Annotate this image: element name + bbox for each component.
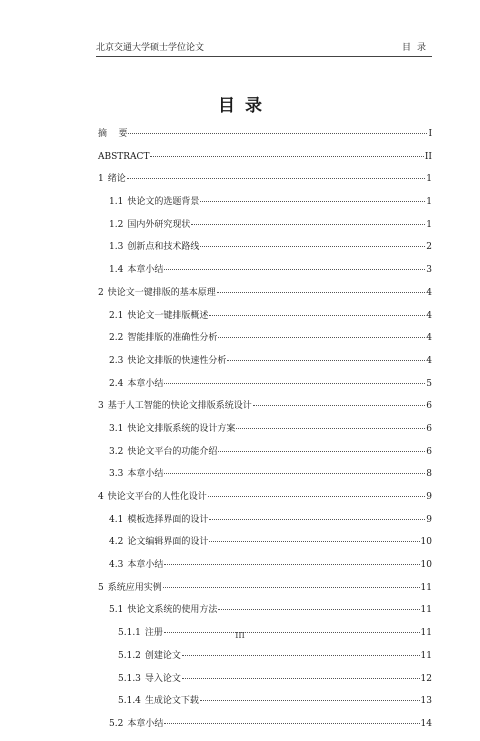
toc-entry-page-number: 14 — [420, 718, 432, 729]
toc-entry-number: 1.3 — [109, 242, 124, 253]
toc-entry-label: 智能排版的准确性分析 — [127, 333, 218, 344]
toc-entry[interactable] — [98, 219, 432, 242]
toc-entry[interactable] — [98, 718, 432, 741]
toc-entry-page-number: 11 — [420, 605, 432, 616]
toc-entry[interactable] — [98, 468, 432, 491]
toc-entry[interactable] — [98, 264, 432, 287]
toc-entry-number: 2.3 — [109, 355, 124, 366]
toc-entry-number: 4.2 — [109, 537, 124, 548]
toc-entry-label: 摘 要 — [98, 129, 128, 139]
toc-entry-page-number: 3 — [426, 265, 432, 276]
toc-entry-page-number: 6 — [426, 446, 432, 457]
toc-entry-page-number: II — [424, 151, 432, 162]
toc-entry-page-number: 1 — [426, 219, 432, 230]
toc-entry-label: 快论文的选题背景 — [127, 197, 200, 208]
toc-entry[interactable] — [98, 332, 432, 355]
toc-entry-number: 2.2 — [109, 333, 124, 344]
toc-entry-label: 绪论 — [107, 174, 126, 185]
toc-entry[interactable] — [98, 196, 432, 219]
toc-entry-label: 基于人工智能的快论文排版系统设计 — [107, 401, 252, 412]
toc-entry-page-number: 10 — [420, 560, 432, 571]
toc-entry-page-number: 9 — [426, 492, 432, 502]
toc-dot-leader — [127, 178, 426, 179]
toc-entry[interactable] — [98, 310, 432, 333]
toc-dot-leader — [200, 246, 425, 247]
header-university-title: 北京交通大学硕士学位论文 — [96, 43, 205, 53]
toc-entry-page-number: 2 — [426, 242, 432, 253]
toc-entry-number: 5.1.3 — [118, 673, 141, 684]
toc-entry[interactable] — [98, 423, 432, 446]
toc-entry-label: 生成论文下载 — [144, 696, 199, 707]
toc-entry-page-number: 4 — [426, 333, 432, 344]
toc-entry-page-number: 11 — [420, 628, 432, 639]
toc-entry-page-number: I — [428, 129, 432, 139]
toc-entry[interactable] — [98, 536, 432, 559]
toc-entry-page-number: 4 — [426, 310, 432, 321]
page-title: 目录 — [218, 96, 272, 116]
toc-entry-number: 5.1 — [109, 605, 124, 616]
toc-dot-leader — [253, 405, 426, 406]
toc-entry[interactable] — [98, 173, 432, 196]
toc-dot-leader — [217, 292, 426, 293]
toc-entry-label: 本章小结 — [127, 378, 164, 389]
toc-entry[interactable] — [98, 650, 432, 673]
toc-entry-label: 本章小结 — [127, 560, 164, 571]
toc-entry[interactable] — [98, 695, 432, 718]
toc-entry-number: 5.1.4 — [118, 696, 141, 707]
toc-entry-label: 快论文系统的使用方法 — [127, 605, 218, 616]
toc-entry[interactable] — [98, 355, 432, 378]
toc-entry[interactable] — [98, 673, 432, 696]
toc-dot-leader — [164, 473, 425, 474]
toc-dot-leader — [182, 678, 420, 679]
toc-entry-number: 5 — [98, 582, 104, 593]
toc-entry-page-number: 12 — [420, 673, 432, 684]
toc-entry-page-number: 6 — [426, 423, 432, 434]
toc-entry-page-number: 11 — [420, 582, 432, 593]
toc-dot-leader — [227, 360, 425, 361]
header-rule — [96, 56, 432, 57]
toc-dot-leader — [200, 201, 425, 202]
toc-dot-leader — [150, 156, 423, 157]
toc-entry-number: 1.4 — [109, 265, 124, 276]
toc-entry-label: 创建论文 — [144, 650, 181, 661]
toc-dot-leader — [218, 451, 425, 452]
toc-entry[interactable] — [98, 128, 432, 151]
toc-entry[interactable] — [98, 604, 432, 627]
toc-dot-leader — [218, 609, 419, 610]
toc-entry-page-number: 1 — [426, 174, 432, 185]
toc-dot-leader — [191, 224, 425, 225]
toc-entry-label: 快论文一键排版的基本原理 — [107, 287, 216, 298]
toc-entry-label: 快论文一键排版概述 — [127, 310, 209, 321]
toc-entry-label: 导入论文 — [144, 673, 181, 684]
toc-entry-number: 2.1 — [109, 310, 124, 321]
toc-entry-label: 模板选择界面的设计 — [127, 514, 209, 525]
toc-dot-leader — [128, 133, 427, 134]
toc-entry[interactable] — [98, 559, 432, 582]
toc-entry-label: 论文编辑界面的设计 — [127, 537, 209, 548]
toc-dot-leader — [218, 337, 425, 338]
toc-entry-number: 4.1 — [109, 514, 124, 525]
toc-entry-label: 创新点和技术路线 — [127, 242, 200, 253]
toc-entry-number: 1.2 — [109, 219, 124, 230]
toc-entry[interactable] — [98, 582, 432, 605]
toc-entry[interactable] — [98, 514, 432, 537]
toc-entry-number: 3.2 — [109, 446, 124, 457]
toc-entry-page-number: 4 — [426, 287, 432, 298]
toc-entry-number: 2.4 — [109, 378, 124, 389]
toc-dot-leader — [209, 519, 425, 520]
page-number: III — [235, 631, 245, 640]
toc-dot-leader — [164, 269, 425, 270]
toc-entry[interactable] — [98, 287, 432, 310]
toc-entry-label: 注册 — [144, 628, 163, 639]
toc-entry-number: 5.2 — [109, 718, 124, 729]
toc-entry-page-number: 9 — [426, 514, 432, 525]
toc-entry-page-number: 5 — [426, 378, 432, 389]
toc-entry-number: 3.1 — [109, 423, 124, 434]
toc-entry[interactable] — [98, 491, 432, 514]
toc-entry-number: 4.3 — [109, 560, 124, 571]
toc-entry-page-number: 11 — [420, 650, 432, 661]
toc-entry[interactable] — [98, 446, 432, 469]
toc-dot-leader — [200, 700, 420, 701]
toc-entry-page-number: 6 — [426, 401, 432, 412]
toc-dot-leader — [164, 723, 419, 724]
table-of-contents — [98, 128, 432, 741]
toc-entry-number: 5.1.1 — [118, 628, 141, 639]
running-header — [96, 40, 432, 56]
toc-dot-leader — [208, 496, 426, 497]
toc-entry-label: 本章小结 — [127, 469, 164, 480]
toc-dot-leader — [164, 383, 425, 384]
toc-entry-number: 4 — [98, 492, 104, 502]
toc-entry[interactable] — [98, 400, 432, 423]
toc-entry-page-number: 1 — [426, 197, 432, 208]
toc-dot-leader — [209, 315, 425, 316]
toc-entry-label: 系统应用实例 — [107, 582, 162, 593]
toc-entry-page-number: 13 — [420, 696, 432, 707]
toc-dot-leader — [182, 655, 420, 656]
toc-entry-label: ABSTRACT — [98, 151, 150, 162]
toc-entry-page-number: 4 — [426, 355, 432, 366]
toc-entry[interactable] — [98, 241, 432, 264]
toc-entry-page-number: 8 — [426, 469, 432, 480]
toc-dot-leader — [209, 541, 419, 542]
toc-entry-number: 1.1 — [109, 197, 124, 208]
toc-entry-label: 快论文排版系统的设计方案 — [127, 423, 236, 434]
toc-entry-number: 2 — [98, 287, 104, 298]
toc-entry-label: 本章小结 — [127, 265, 164, 276]
toc-entry-label: 本章小结 — [127, 718, 164, 729]
toc-dot-leader — [163, 587, 420, 588]
toc-entry-number: 3 — [98, 401, 104, 412]
toc-dot-leader — [236, 428, 425, 429]
toc-entry-page-number: 10 — [420, 537, 432, 548]
toc-dot-leader — [164, 564, 419, 565]
toc-entry-number: 3.3 — [109, 469, 124, 480]
toc-entry-number: 5.1.2 — [118, 650, 141, 661]
toc-entry-label: 快论文平台的功能介绍 — [127, 446, 218, 457]
toc-entry-label: 快论文平台的人性化设计 — [107, 492, 207, 502]
toc-entry-number: 1 — [98, 174, 104, 185]
header-section-title: 目录 — [401, 43, 432, 53]
toc-entry[interactable] — [98, 378, 432, 401]
toc-entry-label: 快论文排版的快速性分析 — [127, 355, 227, 366]
toc-entry-label: 国内外研究现状 — [127, 219, 191, 230]
toc-entry[interactable] — [98, 151, 432, 174]
